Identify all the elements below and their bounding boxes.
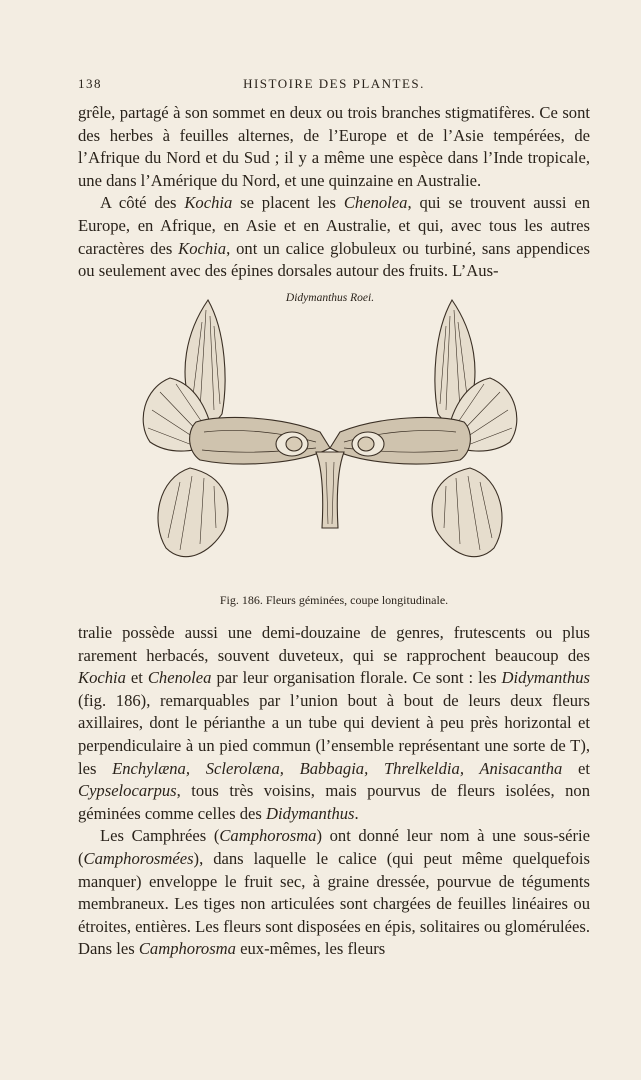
- running-title: HISTOIRE DES PLANTES.: [243, 76, 425, 91]
- text-run: A côté des: [100, 193, 185, 213]
- text-run: et: [562, 758, 590, 778]
- italic-run: Cypselocarpus: [78, 781, 177, 801]
- text-run: ), dans laquelle le calice (qui peut même quelquefois manquer) enveloppe le fruit sec, à graine dressée, pourvue de téguments membraneux. Les tiges non articulées sont chargées de feuilles linéaires ou étroites, entières. Les fleurs sont disposées en épis, solitaires ou glomérulées. Dans les: [78, 848, 590, 959]
- figure-label: Didymanthus Roei.: [285, 292, 375, 304]
- didymanthus-illustration: [130, 292, 530, 588]
- text-run: se placent les: [232, 193, 344, 213]
- paragraph: [78, 102, 590, 192]
- text-block-bottom: [78, 622, 590, 961]
- italic-run: Camphorosma: [219, 826, 317, 846]
- paragraph: [78, 192, 590, 282]
- italic-run: Kochia: [178, 238, 227, 258]
- italic-run: Chenolea: [343, 193, 408, 213]
- italic-run: Chenolea: [147, 668, 212, 688]
- text-run: eux-mêmes, les fleurs: [235, 939, 386, 959]
- text-run: tralie possède aussi une demi-douzaine de genres, frutescents ou plus rarement herbacés, souvent duveteux, qui se rapprochent beaucoup des: [78, 623, 590, 665]
- figure-caption: Fig. 186. Fleurs géminées, coupe longitudinale.: [219, 593, 449, 607]
- italic-run: Kochia: [78, 668, 126, 688]
- italic-run: Enchylæna, Sclerolæna, Babbagia, Threlkeldia, Anisacantha: [112, 758, 563, 778]
- paragraph: [78, 622, 590, 825]
- text-run: .: [354, 803, 359, 823]
- text-run: et: [125, 668, 148, 688]
- italic-run: Camphorosmées: [83, 848, 194, 868]
- text-run: , ont un calice globuleux ou turbiné, sans appendices ou seulement avec des épines dorsales autour des fruits. L’Aus-: [78, 238, 590, 281]
- common-stalk: [316, 452, 344, 528]
- text-run: (fig. 186), remarquables par l’union bout à bout de leurs deux fleurs axillaires, dont le périanthe a un tube qui devient à peu près horizontal et perpendiculaire à un pied commun (l’ensemble représentant une sorte de T), les: [78, 690, 590, 778]
- left-flower: [143, 300, 330, 557]
- text-run: Les Camphrées (: [100, 826, 220, 846]
- text-run: grêle, partagé à son sommet en deux ou trois branches stigmatifères. Ce sont des herbes à feuilles alternes, de l’Europe et de l’Asie tempérées, de l’Afrique du Nord et du Sud ; il y a même une espèce dans l’Inde tropicale, une dans l’Amérique du Nord, et une quinzaine en Australie.: [78, 103, 590, 190]
- italic-run: Kochia: [184, 193, 233, 213]
- text-run: , tous très voisins, mais pourvus de fleurs isolées, non géminées comme celles des: [78, 781, 590, 823]
- italic-run: Didymanthus: [266, 803, 355, 823]
- text-block-top: [78, 102, 590, 283]
- paragraph: [78, 825, 590, 961]
- text-run: , qui se trouvent aussi en Europe, en Afrique, en Asie et en Australie, et qui, avec tous les autres caractères des: [78, 193, 590, 258]
- italic-run: Didymanthus: [501, 668, 590, 688]
- right-flower: [330, 300, 517, 557]
- text-run: ) ont donné leur nom à une sous-série (: [78, 826, 590, 868]
- text-run: par leur organisation florale. Ce sont : les: [211, 668, 502, 688]
- page-number: 138: [78, 76, 102, 91]
- italic-run: Camphorosma: [138, 939, 236, 959]
